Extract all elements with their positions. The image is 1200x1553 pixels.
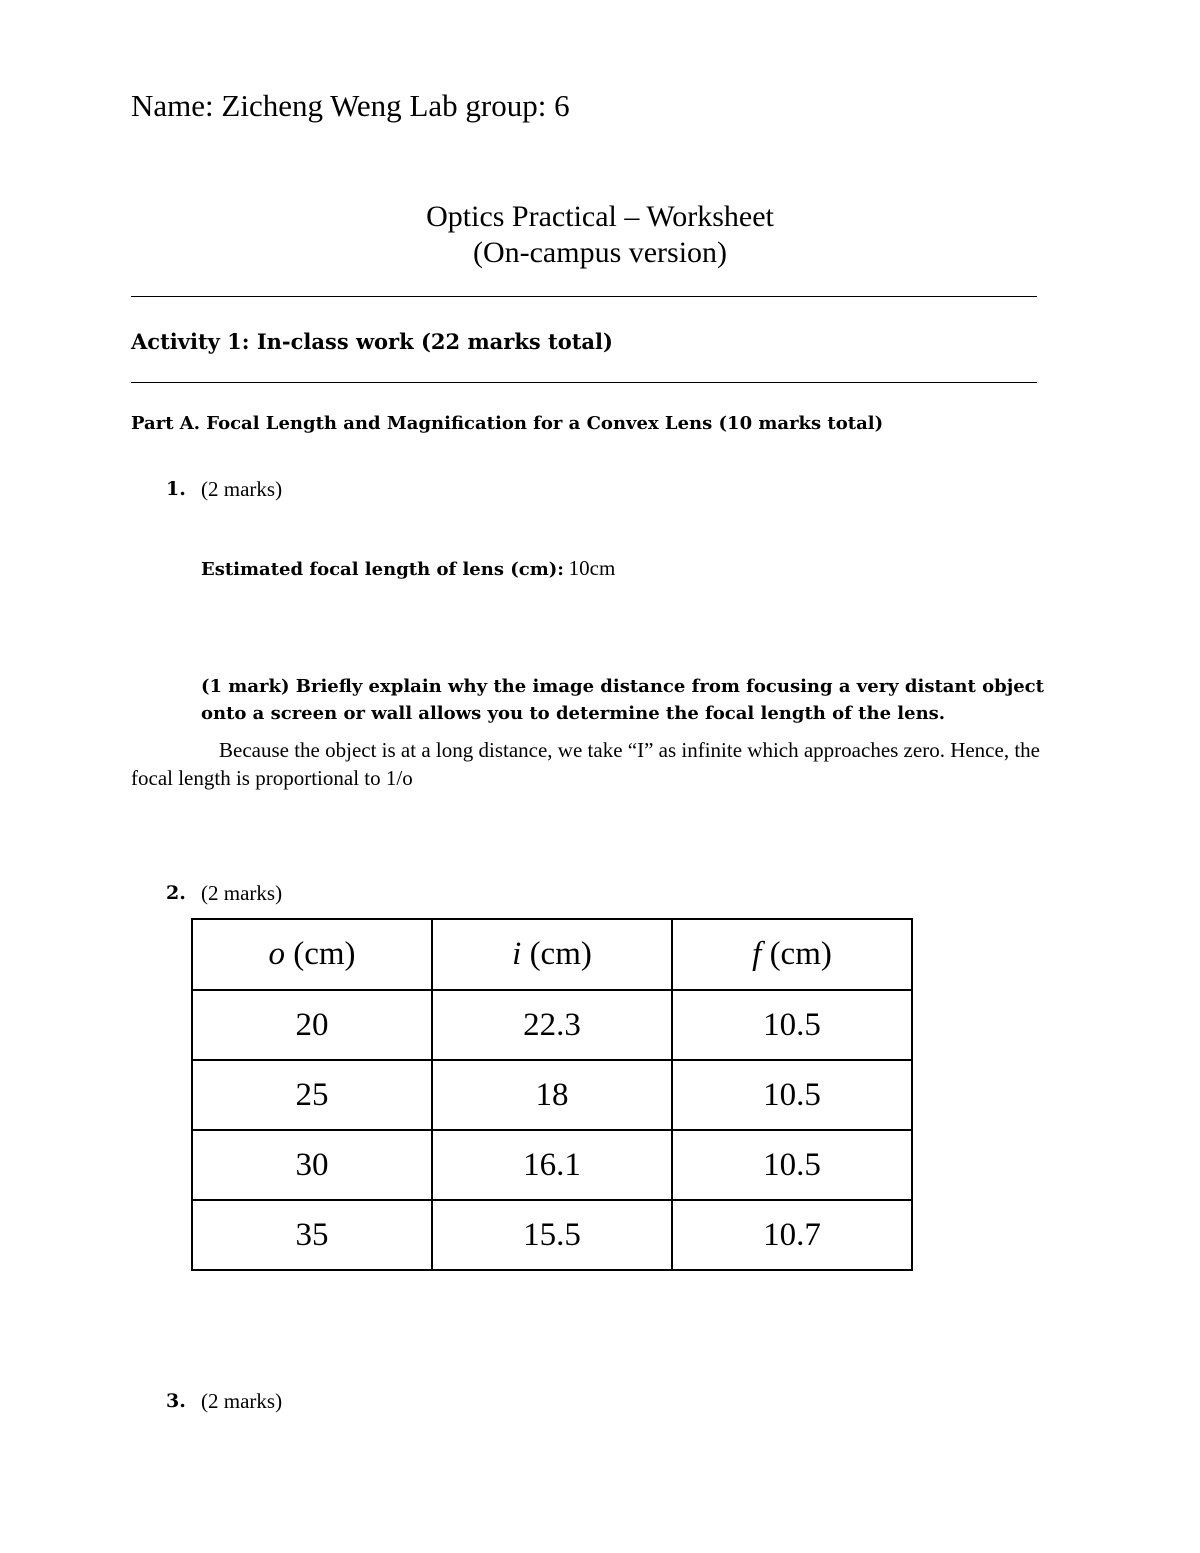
- table-cell: 25: [192, 1060, 432, 1130]
- table-cell: 18: [432, 1060, 672, 1130]
- q2-number: 2.: [166, 882, 186, 904]
- name-value: Zicheng Weng: [221, 88, 402, 123]
- table-row: [192, 1200, 912, 1270]
- worksheet-title: Optics Practical – Worksheet: [426, 200, 774, 233]
- group-value: 6: [554, 88, 570, 123]
- header-cell-f: f (cm): [672, 919, 912, 990]
- q1-explain-question: (1 mark) Briefly explain why the image distance from focusing a very distant object onto a screen or wall allows you to determine the focal length of the lens.: [201, 676, 1044, 724]
- q3-number: 3.: [166, 1390, 186, 1412]
- table-cell: 10.7: [672, 1200, 912, 1270]
- name-line: [131, 88, 570, 124]
- q1-estimate-label: Estimated focal length of lens (cm):: [201, 559, 564, 580]
- table-row: [192, 990, 912, 1060]
- q3-marks: (2 marks): [201, 1389, 283, 1413]
- table-cell: 20: [192, 990, 432, 1060]
- divider-bottom: [131, 382, 1037, 383]
- table-cell: 16.1: [432, 1130, 672, 1200]
- name-label: Name:: [131, 88, 214, 123]
- q1-estimate-value: 10cm: [568, 556, 616, 580]
- divider-top: [131, 296, 1037, 297]
- q1-number-line: [166, 478, 186, 500]
- activity-heading: Activity 1: In-class work (22 marks total): [131, 329, 613, 354]
- header-cell-i: i (cm): [432, 919, 672, 990]
- q2-marks: (2 marks): [201, 881, 283, 905]
- group-label: Lab group:: [409, 88, 547, 123]
- q1-estimate-line: [201, 556, 615, 581]
- table-cell: 30: [192, 1130, 432, 1200]
- table-row: [192, 1130, 912, 1200]
- table-cell: 22.3: [432, 990, 672, 1060]
- q1-marks: (2 marks): [201, 477, 283, 501]
- worksheet-subtitle: (On-campus version): [472, 236, 728, 269]
- q2-number-line: [166, 882, 186, 904]
- table-cell: 15.5: [432, 1200, 672, 1270]
- q1-answer: Because the object is at a long distance, we take “I” as infinite which approaches zero. Hence, the focal length is proportional to 1/o: [131, 738, 1040, 790]
- table-cell: 10.5: [672, 1130, 912, 1200]
- table-cell: 10.5: [672, 990, 912, 1060]
- q3-number-line: [166, 1390, 186, 1412]
- table-cell: 10.5: [672, 1060, 912, 1130]
- table-header-row: [192, 919, 912, 990]
- q1-number: 1.: [166, 478, 186, 500]
- part-a-heading: Part A. Focal Length and Magnification for a Convex Lens (10 marks total): [131, 413, 884, 434]
- measurement-table: [191, 918, 913, 1271]
- table-row: [192, 1060, 912, 1130]
- header-cell-o: o (cm): [192, 919, 432, 990]
- table-cell: 35: [192, 1200, 432, 1270]
